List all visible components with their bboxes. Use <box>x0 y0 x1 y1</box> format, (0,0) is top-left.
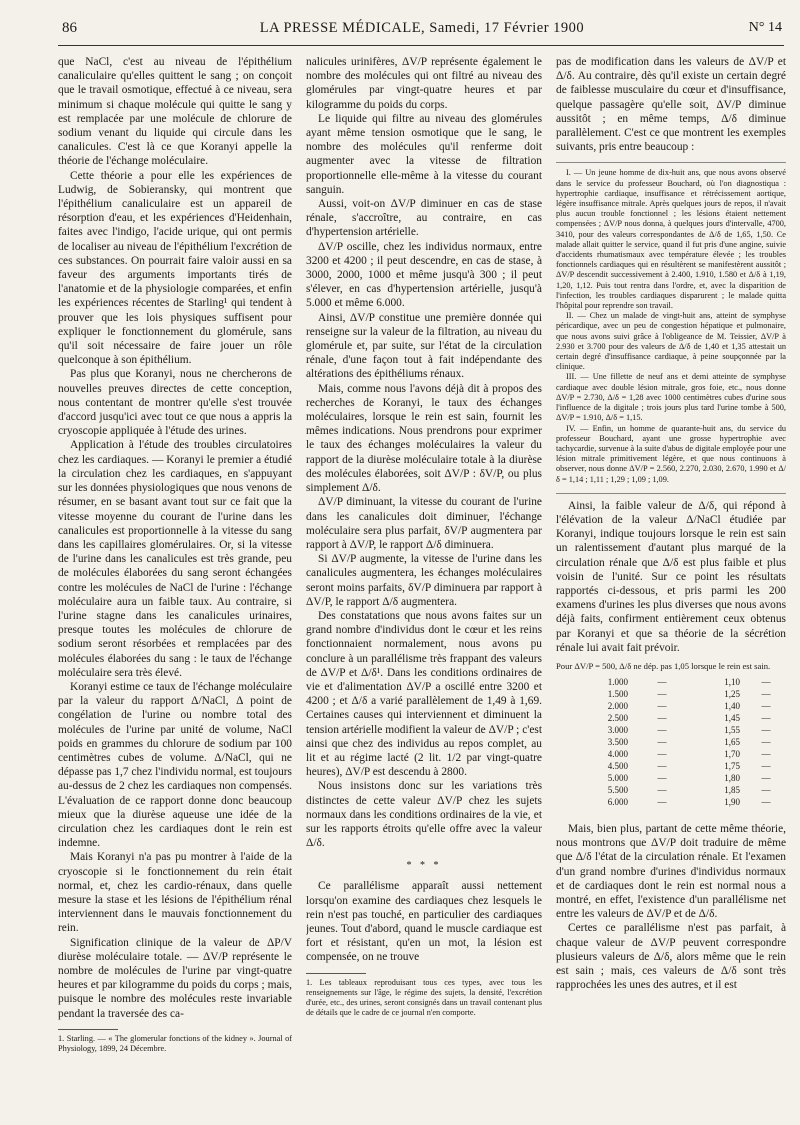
footnote: 1. Starling. — « The glomerular fonctions of the kidney ». Journal of Physiology, 1899, 24 Décembre. <box>58 1033 292 1054</box>
table-cell: 4.000 <box>607 748 628 759</box>
table-cell: 4.500 <box>607 760 628 771</box>
paragraph: pas de modification dans les valeurs de ΔV/P et Δ/δ. Au contraire, dès qu'il existe un certain degré de faiblesse musculaire du cœur et d'insuffisance, quelque passagère qu'elle soit, ΔV/P diminue aussitôt ; en même temps, Δ/δ diminue parallèlement. C'est ce que montrent les exemples suivants, pris entre beaucoup : <box>556 56 786 154</box>
table-cell: 1,75 <box>724 760 740 771</box>
table-cell: — <box>657 736 667 747</box>
table-row <box>578 724 786 736</box>
case-report: IV. — Enfin, un homme de quarante-huit ans, du service du professeur Bouchard, ayant une grosse hypertrophie avec tachycardie, survenue à la suite d'abus de digitale employée pour une lésion mitrale primitivement légère, et que nous continuons à observer, nous donne ΔV/P = 2.560, 2.270, 2.030, 2.670, 1.990 et Δ/δ = 1,14 ; 1,11 ; 1,29 ; 1,09 ; 1,09. <box>556 423 786 484</box>
table-cell: — <box>657 784 667 795</box>
table-cell: — <box>657 676 667 687</box>
table-cell: — <box>761 748 771 759</box>
footnote-rule <box>58 1029 118 1030</box>
paragraph: nalicules urinifères, ΔV/P représente également le nombre des molécules qui ont filtré au niveau des glomérules par vingt-quatre heures et par kilogramme du poids du corps. <box>306 56 542 111</box>
footnote-rule <box>306 973 366 974</box>
table-cell: 1,70 <box>724 748 740 759</box>
table-row <box>578 748 786 760</box>
page-header <box>62 20 782 42</box>
table-cell: — <box>761 724 771 735</box>
table-cell: 1.500 <box>607 688 628 699</box>
table-cell: — <box>657 772 667 783</box>
table-cell: 5.500 <box>607 784 628 795</box>
table-cell: 1,40 <box>724 700 740 711</box>
paragraph: Des constatations que nous avons faites sur un grand nombre d'individus dont le cœur et les reins fonctionnaient normalement, nous avons pu conclure à un parallélisme très frappant des valeurs de ΔV/P et Δ/δ¹. Dans les conditions ordinaires de vie et d'alimentation ΔV/P a oscillé entre 3200 et 4200 ; et Δ/δ a varié parallèlement de 1,49 à 1,69. Certaines causes qui interviennent et diminuent la tension artérielle modifient la valeur de ΔV/P ; c'est ainsi que chez des individus au repos complet, au lit et au régime lacté (2 lit. 1/2 par vingt-quatre heures), ΔV/P est descendu à 2800. <box>306 609 542 779</box>
paragraph: Ainsi, la faible valeur de Δ/δ, qui répond à l'élévation de la valeur Δ/NaCl étudiée par Koranyi, indique toujours lorsque le rein est sain un ralentissement d'autant plus marqué de la circulation rénale que Δ/δ est plus faible et plus voisin de l'unité. Sur ce point les résultats rapportés ci-dessous, et pris parmi les 200 examens d'urines les plus diverses que nous avons déjà faits, confirment entièrement ceux obtenus par Koranyi et que sa théorie de la sécrétion rénale lui avait fait prévoir. <box>556 499 786 654</box>
paragraph: Mais, bien plus, partant de cette même théorie, nous montrons que ΔV/P doit traduire de même que Δ/δ l'état de la circulation rénale. Et l'examen d'un grand nombre d'urines d'individus normaux et de cardiaques dont le rein est normal nous a montré, en effet, l'existence d'un parallélisme net entre les valeurs de ΔV/P et de Δ/δ. <box>556 822 786 921</box>
table-cell: — <box>761 796 771 807</box>
table-cell: — <box>761 712 771 723</box>
table-cell: 1,45 <box>724 712 740 723</box>
journal-title: LA PRESSE MÉDICALE, Samedi, 17 Février 1900 <box>259 20 585 36</box>
paragraph: Ce parallélisme apparaît aussi nettement lorsqu'on examine des cardiaques chez lesquels le rein n'est pas touché, en particulier des cardiaques jeunes. Tout d'abord, quand le muscle cardiaque est fort et résistant, qu'en un mot, la lésion est compensée, on ne trouve <box>306 880 542 964</box>
table-cell: 3.000 <box>607 724 628 735</box>
table-cell: 1,10 <box>724 676 740 687</box>
table-row <box>578 796 786 808</box>
paragraph: Si ΔV/P augmente, la vitesse de l'urine dans les canalicules augmentera, les échanges moléculaires seront moins parfaits, δV/P diminuera par rapport à ΔV/P, le rapport Δ/δ augmentera. <box>306 553 542 608</box>
table-cell: 1,90 <box>724 796 740 807</box>
page-number: 86 <box>62 20 77 36</box>
table-row <box>578 712 786 724</box>
table-heading: Pour ΔV/P = 500, Δ/δ ne dép. pas 1,05 lorsque le rein est sain. <box>556 660 771 671</box>
table-cell: — <box>657 688 667 699</box>
table-cell: — <box>657 700 667 711</box>
table-cell: — <box>761 688 771 699</box>
table-row <box>578 688 786 700</box>
paragraph: Signification clinique de la valeur de ΔP/V diurèse moléculaire totale. — ΔV/P représente le nombre de molécules de l'urine par vingt-quatre heures et par kilogramme du poids du corps ; mais, puisque le nombre des molécules reste invariable pendant la traversée des ca- <box>58 936 292 1020</box>
paragraph: Mais, comme nous l'avons déjà dit à propos des recherches de Koranyi, le taux des échanges moléculaires, lorsque le rein est sain, fournit les mêmes indications. Nous prendrons pour exprimer le taux des échanges moléculaires la valeur du rapport de la diurèse moléculaire totale à la diurèse des molécules élaborées, soit ΔV/P : δV/P, ou plus simplement Δ/δ. <box>306 382 542 495</box>
table-cell: — <box>761 772 771 783</box>
paragraph: Koranyi estime ce taux de l'échange moléculaire par la valeur du rapport Δ/NaCl, Δ point de congélation de l'urine ou nombre total des molécules de l'urine par unité de volume, NaCl poids en grammes du chlorure de sodium par 100 centimètres cubes de volume. Δ/NaCl, qui ne dépasse pas 1,7 chez l'individu normal, est toujours au-dessus de 2 chez les cardiaques non compensés. L'évaluation de ce rapport donne donc beaucoup mieux que la diurèse aqueuse une idée de la circulation chez les cardiaques dont le rein est indemne. <box>58 680 292 850</box>
case-report: II. — Chez un malade de vingt-huit ans, atteint de symphyse péricardique, avec un peu de congestion hépatique et pulmonaire, que nous avons suivi grâce à l'obligeance de M. Teissier, ΔV/P à 2.930 et 3.700 pour des valeurs de Δ/δ de 1,40 et 1,35 attestait un certain degré d'insuffisance cardiaque, à peine soupçonnée par la clinique. <box>556 311 786 372</box>
table-row <box>578 676 786 688</box>
table-row <box>578 784 786 796</box>
section-separator: * * * <box>406 860 442 872</box>
table-row <box>578 772 786 784</box>
paragraph: Nous insistons donc sur les variations très distinctes de cette valeur ΔV/P chez les sujets normaux dans les conditions ordinaires de la vie, et sur les rapports étroits qu'elle offre avec la valeur Δ/δ. <box>306 780 542 850</box>
table-cell: — <box>761 676 771 687</box>
paragraph: Mais Koranyi n'a pas pu montrer à l'aide de la cryoscopie si le fonctionnement du rein était normal, et, chez les cardio-rénaux, dans quelle mesure la stase et les lésions de l'épithélium rénal interviennent dans le mauvais fonctionnement du rein. <box>58 851 292 935</box>
table-cell: — <box>761 760 771 771</box>
paragraph: Certes ce parallélisme n'est pas parfait, à chaque valeur de ΔV/P peuvent correspondre plusieurs valeurs de Δ/δ, alors même que le rein est sain ; mais, ces valeurs de Δ/δ sont très rapprochées les unes des autres, et il est <box>556 922 786 992</box>
table-row <box>578 700 786 712</box>
column-left <box>58 55 292 1105</box>
column-right <box>556 55 786 1105</box>
footnote: 1. Les tableaux reproduisant tous ces types, avec tous les renseignements sur l'âge, le régime des sujets, la densité, l'excrétion d'urée, etc., des urines, seront consignés dans un travail contenant plus de détails que le cadre de ce journal n'en comporte. <box>306 977 542 1018</box>
table-cell: 2.500 <box>607 712 628 723</box>
table-cell: 1,85 <box>724 784 740 795</box>
paragraph: que NaCl, c'est au niveau de l'épithélium canaliculaire qu'elles quittent le sang ; on conçoit que le travail osmotique, effectué à ce niveau, sera minimum si chaque molécule qui quitte le sang y est remplacée par une molécule de chlorure de sodium venant du liquide qui circule dans les canalicules. C'est là ce que Koranyi appelle la théorie de l'échange moléculaire. <box>58 56 292 168</box>
header-rule <box>58 45 784 46</box>
paragraph: Pas plus que Koranyi, nous ne chercherons de nouvelles preuves directes de cette conception, nous contentant de montrer qu'elle s'est trouvée d'accord jusqu'ici avec tout ce que nous a appris la cryoscopie appliquée à l'étude des urines. <box>58 368 292 438</box>
table-cell: 5.000 <box>607 772 628 783</box>
table-cell: — <box>657 760 667 771</box>
column-middle <box>306 55 542 1105</box>
issue-number: N° 14 <box>748 20 782 35</box>
table-cell: — <box>657 724 667 735</box>
table-row <box>578 760 786 772</box>
paragraph: Application à l'étude des troubles circulatoires chez les cardiaques. — Koranyi le premier a étudié la circulation chez les cardiaques, en s'appuyant sur les données physiologiques que nous venons de résumer, en se basant avant tout sur ce fait que la vitesse moyenne du courant de l'urine dans les canalicules est proportionnelle à la vitesse du sang dans les capillaires glomérulaires. Or, si la vitesse de l'urine dans les canalicules est très grande, peu de molécules élaborées du sang seront échangées contre les molécules de NaCl de l'urine : l'échange moléculaire aura un faible taux. Au contraire, si l'urine stagne dans les canalicules urinaires, presque toutes les molécules de chlorure de sodium seront résorbées et remplacées par des molécules élaborées du sang : le taux de l'échange moléculaire sera très élevé. <box>58 439 292 679</box>
table-row <box>578 736 786 748</box>
paragraph: Aussi, voit-on ΔV/P diminuer en cas de stase rénale, s'accroître, au contraire, en cas d'hypertension artérielle. <box>306 198 542 239</box>
paragraph: Cette théorie a pour elle les expériences de Ludwig, de Sobieransky, qui montrent que l'épithélium canaliculaire est un appareil de résorption d'eau, et les expériences d'Heidenhain, faites avec l'indigo, l'acide urique, qui ont permis de localiser au niveau de l'épithélium l'excrétion de ces substances. On pourrait faire valoir aussi en sa faveur des arguments importants tirés de l'anatomie et de la physiologie comparées, et enfin les expériences récentes de Starling¹ qui tendent à prouver que les lois physiques suffisent pour expliquer le fonctionnement du glomérule, sans qu'il soit nécessaire de faire jouer un rôle quelconque à son épithélium. <box>58 169 292 367</box>
case-report: I. — Un jeune homme de dix-huit ans, que nous avons observé dans le service du professeur Bouchard, où l'on diagnostiqua : hypertrophie cardiaque, insuffisance et rétrécissement aortique, légère insuffisance mitrale. Après quelques jours de repos, il n'avait plus aucun trouble fonctionnel ; les lésions étaient nettement compensées ; ΔV/P nous donna, à quelques jours d'intervalle, 4700, 3410, pour des valeurs correspondantes de Δ/δ de 1,65, 1,50. Ce malade allait quitter le service, quand il fut pris d'une angine, suivie d'accidents rhumatismaux avec température élevée ; les troubles fonctionnels cardiaques qui en résultèrent se manifestèrent aussitôt ; ΔV/P descendit successivement à 2.400, 1.910, 1.580 et Δ/δ à 1,19, 1,20, 1,12. Puis tout rentra dans l'ordre, et, avec la disparition de l'infection, les troubles cardiaques disparurent ; le malade quitta l'hôpital pour reprendre son travail. <box>556 168 786 311</box>
table-cell: — <box>761 700 771 711</box>
paragraph: ΔV/P oscille, chez les individus normaux, entre 3200 et 4200 ; il peut descendre, en cas de stase, à 3000, 2000, 1000 et même jusqu'à 300 ; il peut s'élever, en cas d'hypertension artérielle, jusqu'à 5.000 et même 6.000. <box>306 240 542 310</box>
table-cell: 1,25 <box>724 688 740 699</box>
table-cell: 1,80 <box>724 772 740 783</box>
values-table <box>578 676 786 808</box>
table-cell: — <box>761 736 771 747</box>
paragraph: Ainsi, ΔV/P constitue une première donnée qui renseigne sur la valeur de la filtration, au niveau du glomérule et, par suite, sur l'état de la circulation rénale, d'une façon tout à fait indépendante des altérations des épithéliums rénaux. <box>306 311 542 381</box>
table-cell: — <box>657 748 667 759</box>
case-report: III. — Une fillette de neuf ans et demi atteinte de symphyse cardiaque avec double lésion mitrale, gros foie, etc., nous donne ΔV/P = 2.730, Δ/δ = 1,28 avec 1000 centimètres cubes d'urine sous l'influence de la digitale ; trois jours plus tard l'urine tombe à 500, ΔV/P = 1.910, Δ/δ = 1,15. <box>556 372 786 423</box>
table-cell: — <box>657 796 667 807</box>
paragraph: Le liquide qui filtre au niveau des glomérules ayant même tension osmotique que le sang, le nombre des molécules qu'il renferme doit augmenter avec la vitesse de filtration proportionnelle elle-même à la vitesse du courant sanguin. <box>306 112 542 196</box>
paragraph: ΔV/P diminuant, la vitesse du courant de l'urine dans les canalicules doit diminuer, l'échange moléculaire sera plus parfait, δV/P augmentera par rapport à ΔV/P, le rapport Δ/δ diminuera. <box>306 496 542 551</box>
table-cell: 1,55 <box>724 724 740 735</box>
table-cell: 3.500 <box>607 736 628 747</box>
table-cell: 6.000 <box>607 796 628 807</box>
table-cell: — <box>657 712 667 723</box>
case-divider <box>556 162 786 163</box>
table-cell: 1.000 <box>607 676 628 687</box>
case-divider <box>556 493 786 494</box>
table-cell: 1,65 <box>724 736 740 747</box>
table-cell: — <box>761 784 771 795</box>
table-cell: 2.000 <box>607 700 628 711</box>
